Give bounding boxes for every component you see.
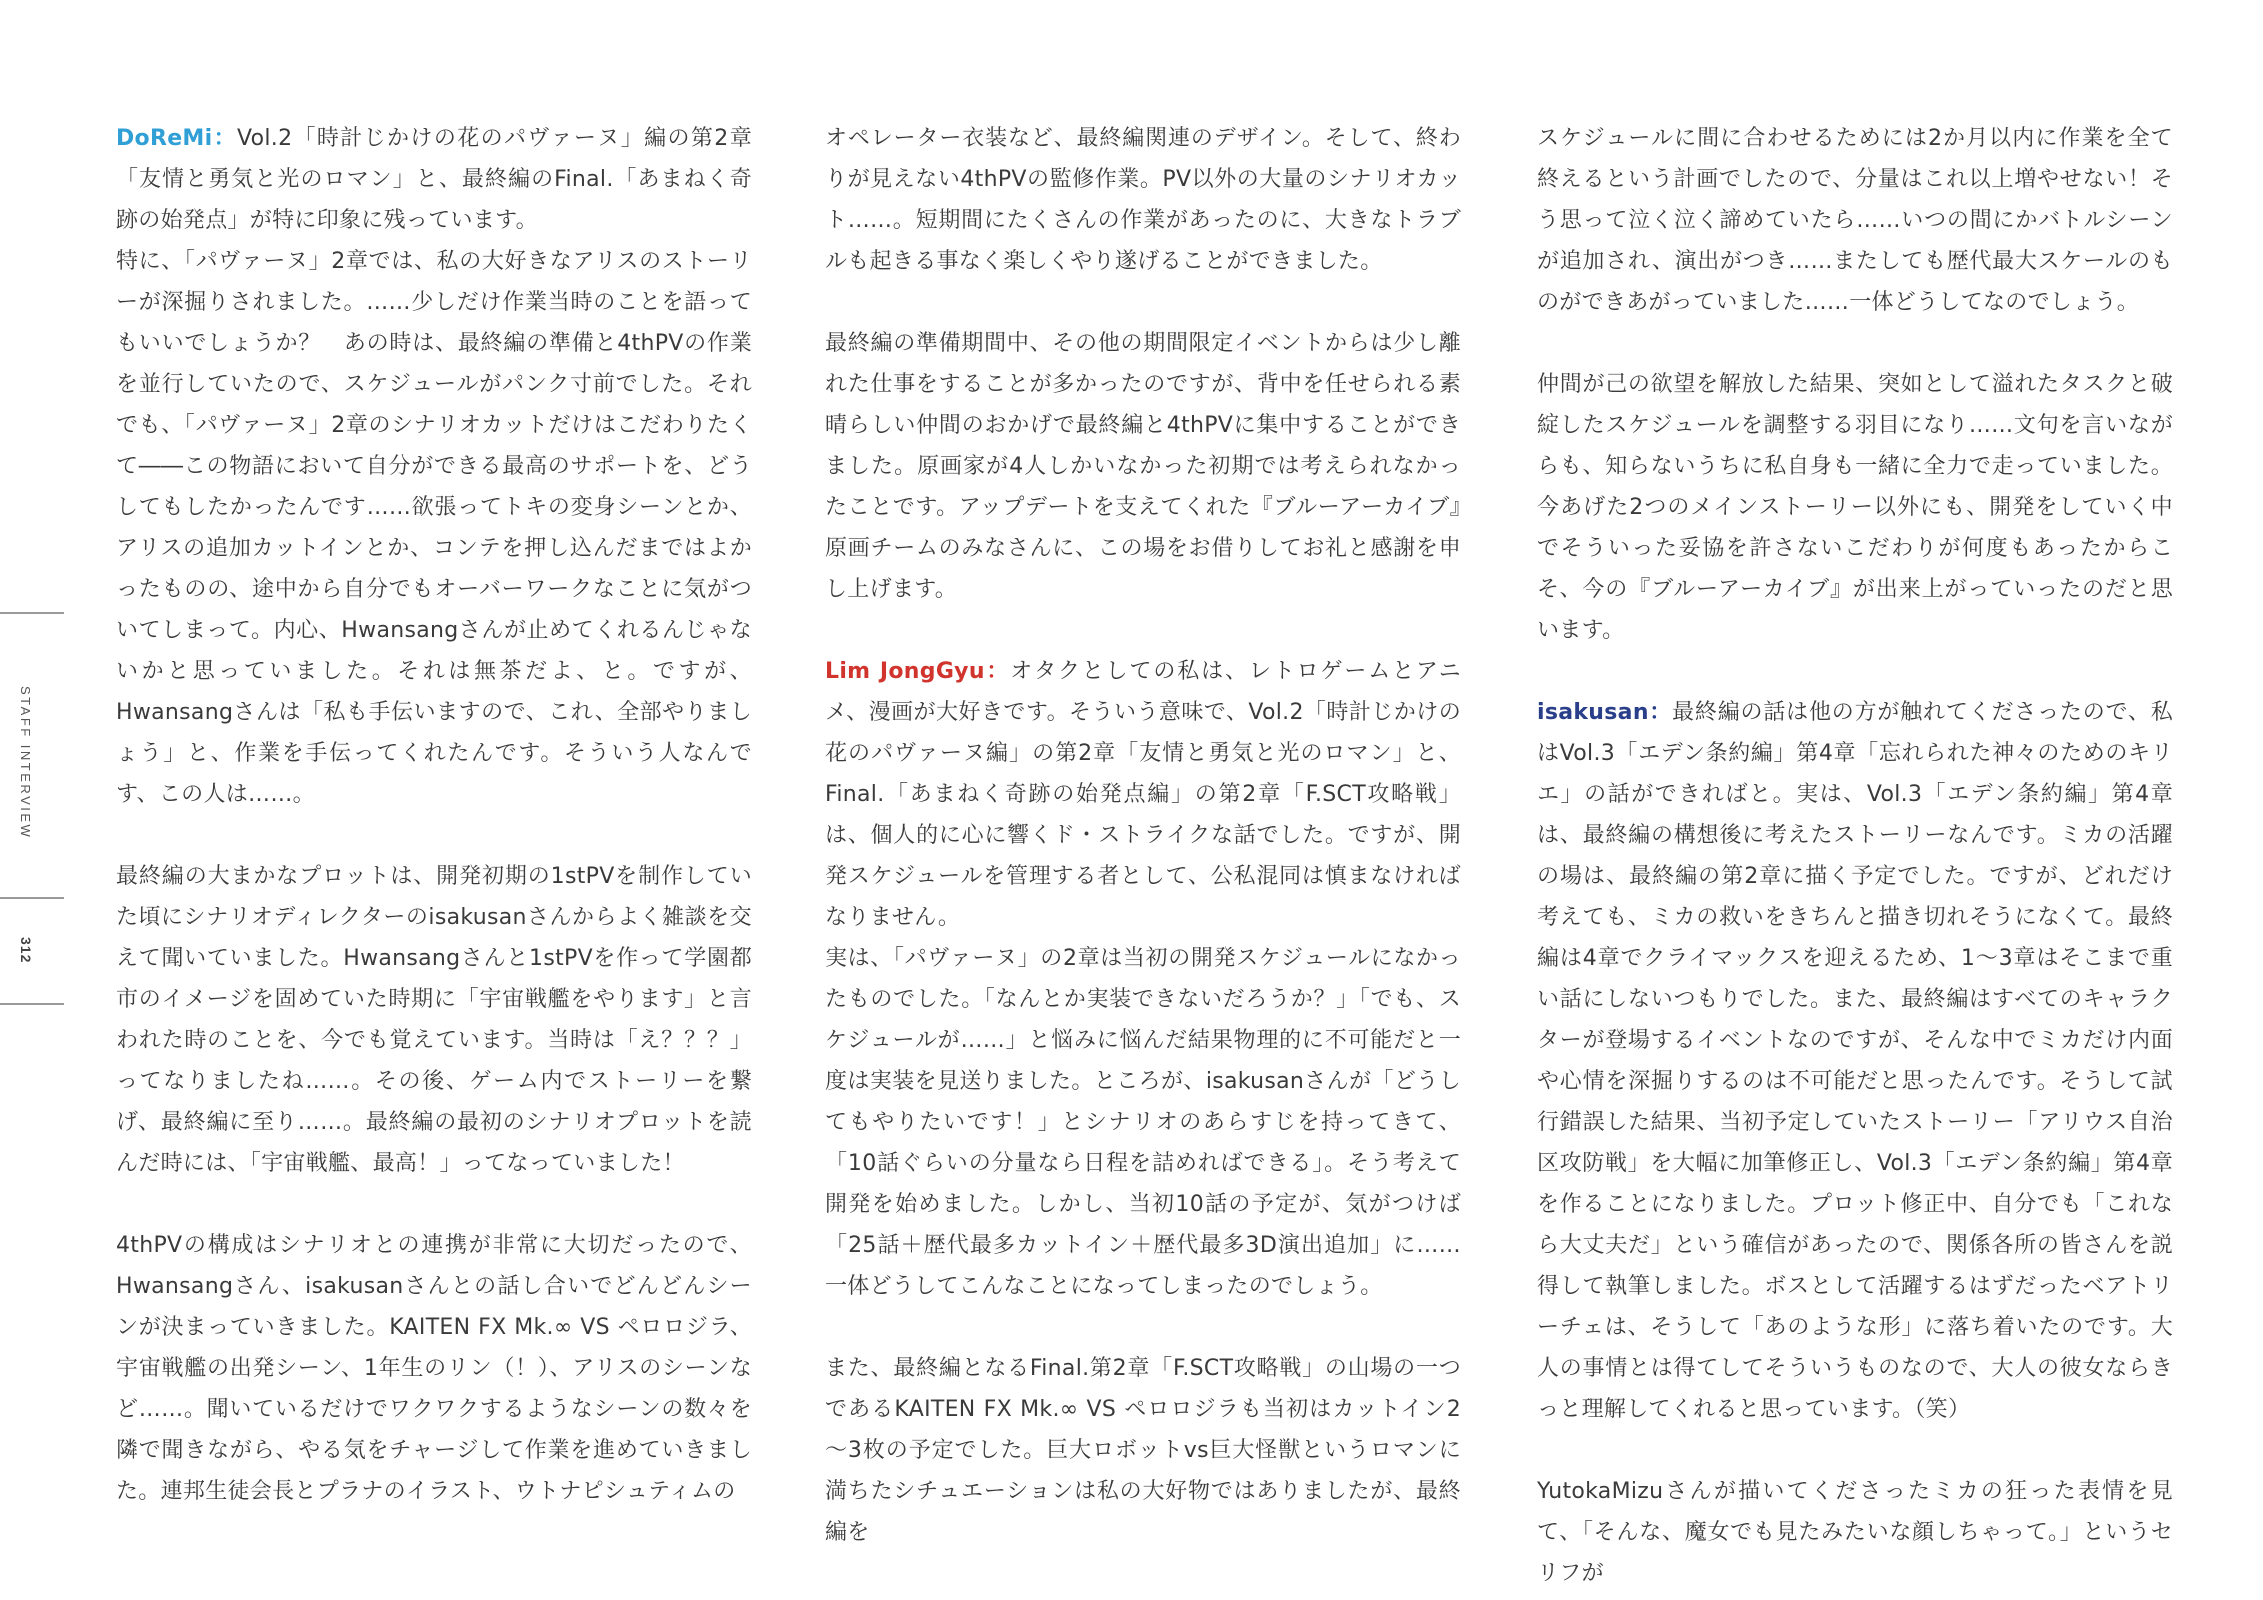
text-column-3 bbox=[1537, 118, 2173, 1594]
paragraph: スケジュールに間に合わせるためには2か月以内に作業を全て終えるという計画でしたので、分量はこれ以上増やせない！そう思って泣く泣く諦めていたら……いつの間にかバトルシーンが追加され、演出がつき……またしても歴代最大スケールのものができあがっていました……一体どうしてなのでしょう。 bbox=[1537, 126, 2173, 315]
text-column-1 bbox=[116, 118, 752, 1512]
paragraph: 最終編の準備期間中、その他の期間限定イベントからは少し離れた仕事をすることが多かったのですが、背中を任せられる素晴らしい仲間のおかげで最終編と4thPVに集中することができました。原画家が4人しかいなかった初期では考えられなかったことです。アップデートを支えてくれた『ブルーアーカイブ』原画チームのみなさんに、この場をお借りしてお礼と感謝を申し上げます。 bbox=[825, 331, 1461, 602]
text-column-2 bbox=[825, 118, 1461, 1553]
paragraph: また、最終編となるFinal.第2章「F.SCT攻略戦」の山場の一つであるKAITEN FX Mk.∞ VS ペロロジラも当初はカットイン2～3枚の予定でした。巨大ロボットvs巨大怪獣というロマンに満ちたシチュエーションは私の大好物ではありましたが、最終編を bbox=[825, 1356, 1461, 1545]
paragraph: オペレーター衣装など、最終編関連のデザイン。そして、終わりが見えない4thPVの監修作業。PV以外の大量のシナリオカット……。短期間にたくさんの作業があったのに、大きなトラブルも起きる事なく楽しくやり遂げることができました。 bbox=[825, 126, 1461, 274]
paragraph-doremi-intro bbox=[116, 118, 752, 241]
isakusan-intro-text: 最終編の話は他の方が触れてくださったので、私はVol.3「エデン条約編」第4章「忘れられた神々のためのキリエ」の話ができればと。実は、Vol.3「エデン条約編」第4章は、最終編の構想後に考えたストーリーなんです。ミカの活躍の場は、最終編の第2章に描く予定でした。ですが、どれだけ考えても、ミカの救いをきちんと描き切れそうになくて。最終編は4章でクライマックスを迎えるため、1～3章はそこまで重い話にしないつもりでした。また、最終編はすべてのキャラクターが登場するイベントなのですが、そんな中でミカだけ内面や心情を深掘りするのは不可能だと思ったんです。そうして試行錯誤した結果、当初予定していたストーリー「アリウス自治区攻防戦」を大幅に加筆修正し、Vol.3「エデン条約編」第4章を作ることになりました。プロット修正中、自分でも「これなら大丈夫だ」という確信があったので、関係各所の皆さんを説得して執筆しました。ボスとして活躍するはずだったベアトリーチェは、そうして「あのような形」に落ち着いたのです。大人の事情とは得てしてそういうものなので、大人の彼女ならきっと理解してくれると思っています。（笑） bbox=[1537, 700, 2173, 1422]
sidebar-rule-middle bbox=[0, 897, 64, 899]
doremi-intro-text: Vol.2「時計じかけの花のパヴァーヌ」編の第2章「友情と勇気と光のロマン」と、最終編のFinal.「あまねく奇跡の始発点」が特に印象に残っています。 bbox=[116, 126, 752, 233]
paragraph: 仲間が己の欲望を解放した結果、突如として溢れたタスクと破綻したスケジュールを調整する羽目になり……文句を言いながらも、知らないうちに私自身も一緒に全力で走っていました。今あげた2つのメインストーリー以外にも、開発をしていく中でそういった妥協を許さないこだわりが何度もあったからこそ、今の『ブルーアーカイブ』が出来上がっていったのだと思います。 bbox=[1537, 372, 2173, 643]
paragraph-isakusan-intro bbox=[1537, 692, 2173, 1430]
page-number: 312 bbox=[18, 937, 34, 964]
lim-intro-text: オタクとしての私は、レトロゲームとアニメ、漫画が大好きです。そういう意味で、Vol.2「時計じかけの花のパヴァーヌ編」の第2章「友情と勇気と光のロマン」と、Final.「あまねく奇跡の始発点編」の第2章「F.SCT攻略戦」は、個人的に心に響くド・ストライクな話でした。ですが、開発スケジュールを管理する者として、公私混同は慎まなければなりません。 bbox=[825, 659, 1461, 930]
paragraph: YutokaMizuさんが描いてくださったミカの狂った表情を見て、「そんな、魔女でも見たみたいな顔しちゃって。」というセリフが bbox=[1537, 1479, 2173, 1586]
speaker-doremi: DoReMi： bbox=[116, 126, 237, 151]
speaker-isakusan: isakusan： bbox=[1537, 700, 1673, 725]
section-label: STAFF INTERVIEW bbox=[18, 686, 33, 840]
speaker-lim-jonggyu: Lim JongGyu： bbox=[825, 659, 1011, 684]
paragraph: 4thPVの構成はシナリオとの連携が非常に大切だったので、Hwansangさん、isakusanさんとの話し合いでどんどんシーンが決まっていきました。KAITEN FX Mk.∞ VS ペロロジラ、宇宙戦艦の出発シーン、1年生のリン（！）、アリスのシーンなど……。聞いているだけでワクワクするようなシーンの数々を隣で聞きながら、やる気をチャージして作業を進めていきました。連邦生徒会長とプラナのイラスト、ウトナピシュティムの bbox=[116, 1233, 752, 1504]
sidebar-rule-top bbox=[0, 612, 64, 614]
sidebar-rule-bottom bbox=[0, 1003, 64, 1005]
paragraph: 最終編の大まかなプロットは、開発初期の1stPVを制作していた頃にシナリオディレクターのisakusanさんからよく雑談を交えて聞いていました。Hwansangさんと1stPVを作って学園都市のイメージを固めていた時期に「宇宙戦艦をやります」と言われた時のことを、今でも覚えています。当時は「え？？？」ってなりましたね……。その後、ゲーム内でストーリーを繋げ、最終編に至り……。最終編の最初のシナリオプロットを読んだ時には、「宇宙戦艦、最高！」ってなっていました！ bbox=[116, 864, 752, 1176]
paragraph: 特に、「パヴァーヌ」2章では、私の大好きなアリスのストーリーが深掘りされました。……少しだけ作業当時のことを語ってもいいでしょうか？ あの時は、最終編の準備と4thPVの作業を並行していたので、スケジュールがパンク寸前でした。それでも、「パヴァーヌ」2章のシナリオカットだけはこだわりたくて――この物語において自分ができる最高のサポートを、どうしてもしたかったんです……欲張ってトキの変身シーンとか、アリスの追加カットインとか、コンテを押し込んだまではよかったものの、途中から自分でもオーバーワークなことに気がついてしまって。内心、Hwansangさんが止めてくれるんじゃないかと思っていました。それは無茶だよ、と。ですが、Hwansangさんは「私も手伝いますので、これ、全部やりましょう」と、作業を手伝ってくれたんです。そういう人なんです、この人は……。 bbox=[116, 249, 752, 807]
paragraph: 実は、「パヴァーヌ」の2章は当初の開発スケジュールになかったものでした。「なんとか実装できないだろうか？」「でも、スケジュールが……」と悩みに悩んだ結果物理的に不可能だと一度は実装を見送りました。ところが、isakusanさんが「どうしてもやりたいです！」とシナリオのあらすじを持ってきて、「10話ぐらいの分量なら日程を詰めればできる」。そう考えて開発を始めました。しかし、当初10話の予定が、気がつけば「25話＋歴代最多カットイン＋歴代最多3D演出追加」に……一体どうしてこんなことになってしまったのでしょう。 bbox=[825, 946, 1461, 1299]
paragraph-lim-intro bbox=[825, 651, 1461, 938]
